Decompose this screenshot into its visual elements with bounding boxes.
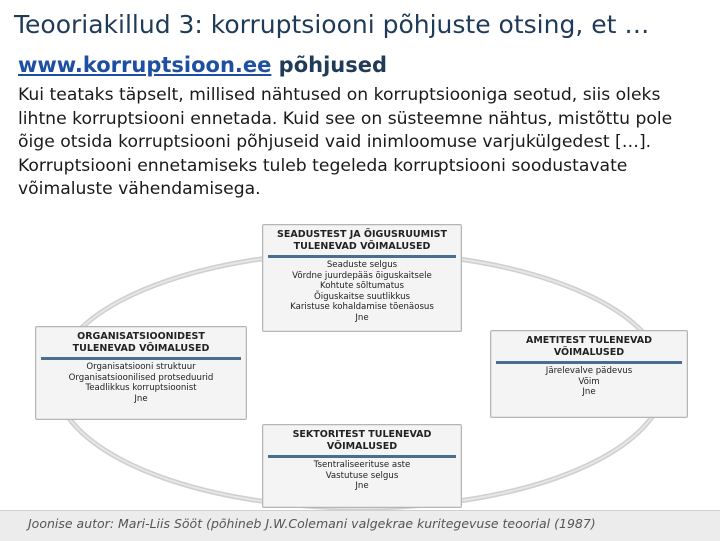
box-legal-item: Jne (355, 312, 369, 323)
subtitle-rest: põhjused (271, 53, 388, 77)
box-sector-item: Vastutuse selgus (325, 470, 399, 481)
box-office-heading-1: AMETITEST TULENEVAD (525, 335, 653, 346)
heading-bar (41, 357, 241, 360)
box-organisation-item: Organisatsioonilised protseduurid (68, 372, 214, 383)
box-legal-heading-2: TULENEVAD VÕIMALUSED (293, 241, 431, 252)
opportunity-diagram (0, 218, 720, 540)
box-organisation-item: Teadlikkus korruptsioonist (85, 383, 197, 394)
box-legal-item: Seaduste selgus (326, 260, 398, 270)
box-office (490, 330, 688, 418)
box-organisation (35, 326, 247, 420)
figure-credit: Joonise autor: Mari-Liis Sööt (põhineb J.W.Colemani valgekrae kuritegevuse teoorial (1987) (28, 516, 596, 531)
box-legal-item: Õiguskaitse suutlikkus (313, 291, 410, 302)
slide-title: Teooriakillud 3: korruptsiooni põhjuste otsing, et … (14, 10, 650, 39)
box-legal-item: Võrdne juurdepääs õiguskaitsele (292, 270, 432, 281)
box-organisation-heading-2: TULENEVAD VÕIMALUSED (72, 343, 210, 354)
heading-bar (268, 255, 456, 258)
box-sector-heading-1: SEKTORITEST TULENEVAD (292, 429, 432, 440)
box-office-item: Võim (578, 376, 600, 387)
slide-subtitle (18, 52, 387, 78)
box-office-item: Jne (582, 387, 596, 398)
box-legal (262, 224, 462, 332)
korruptsioon-link[interactable]: www.korruptsioon.ee (18, 53, 272, 77)
heading-bar (496, 361, 682, 364)
box-sector-item: Jne (355, 481, 369, 492)
box-organisation-item: Organisatsiooni struktuur (86, 362, 196, 372)
box-sector-heading-2: VÕIMALUSED (326, 441, 398, 452)
box-sector-item: Tsentraliseerituse aste (313, 460, 411, 470)
box-office-item: Järelevalve pädevus (545, 366, 633, 376)
body-paragraph: Kui teataks täpselt, millised nähtused on korruptsiooniga seotud, siis oleks lihtne korruptsiooni ennetada. Kuid see on süsteemne nähtus, mistõttu pole õige otsida korruptsiooni põhjuseid vaid inimloomuse varjukülgedest […]. Korruptsiooni ennetamiseks tuleb tegeleda korruptsiooni soodustavate võimaluste vähendamisega. (18, 85, 673, 199)
box-sector (262, 424, 462, 508)
box-office-heading-2: VÕIMALUSED (553, 347, 625, 358)
box-legal-heading-1: SEADUSTEST JA ÕIGUSRUUMIST (277, 229, 447, 240)
heading-bar (268, 455, 456, 458)
box-organisation-heading-1: ORGANISATSIOONIDEST (77, 331, 205, 342)
box-legal-item: Kohtute sõltumatus (320, 281, 404, 292)
box-legal-item: Karistuse kohaldamise tõenäosus (290, 302, 434, 313)
box-organisation-item: Jne (134, 393, 148, 404)
